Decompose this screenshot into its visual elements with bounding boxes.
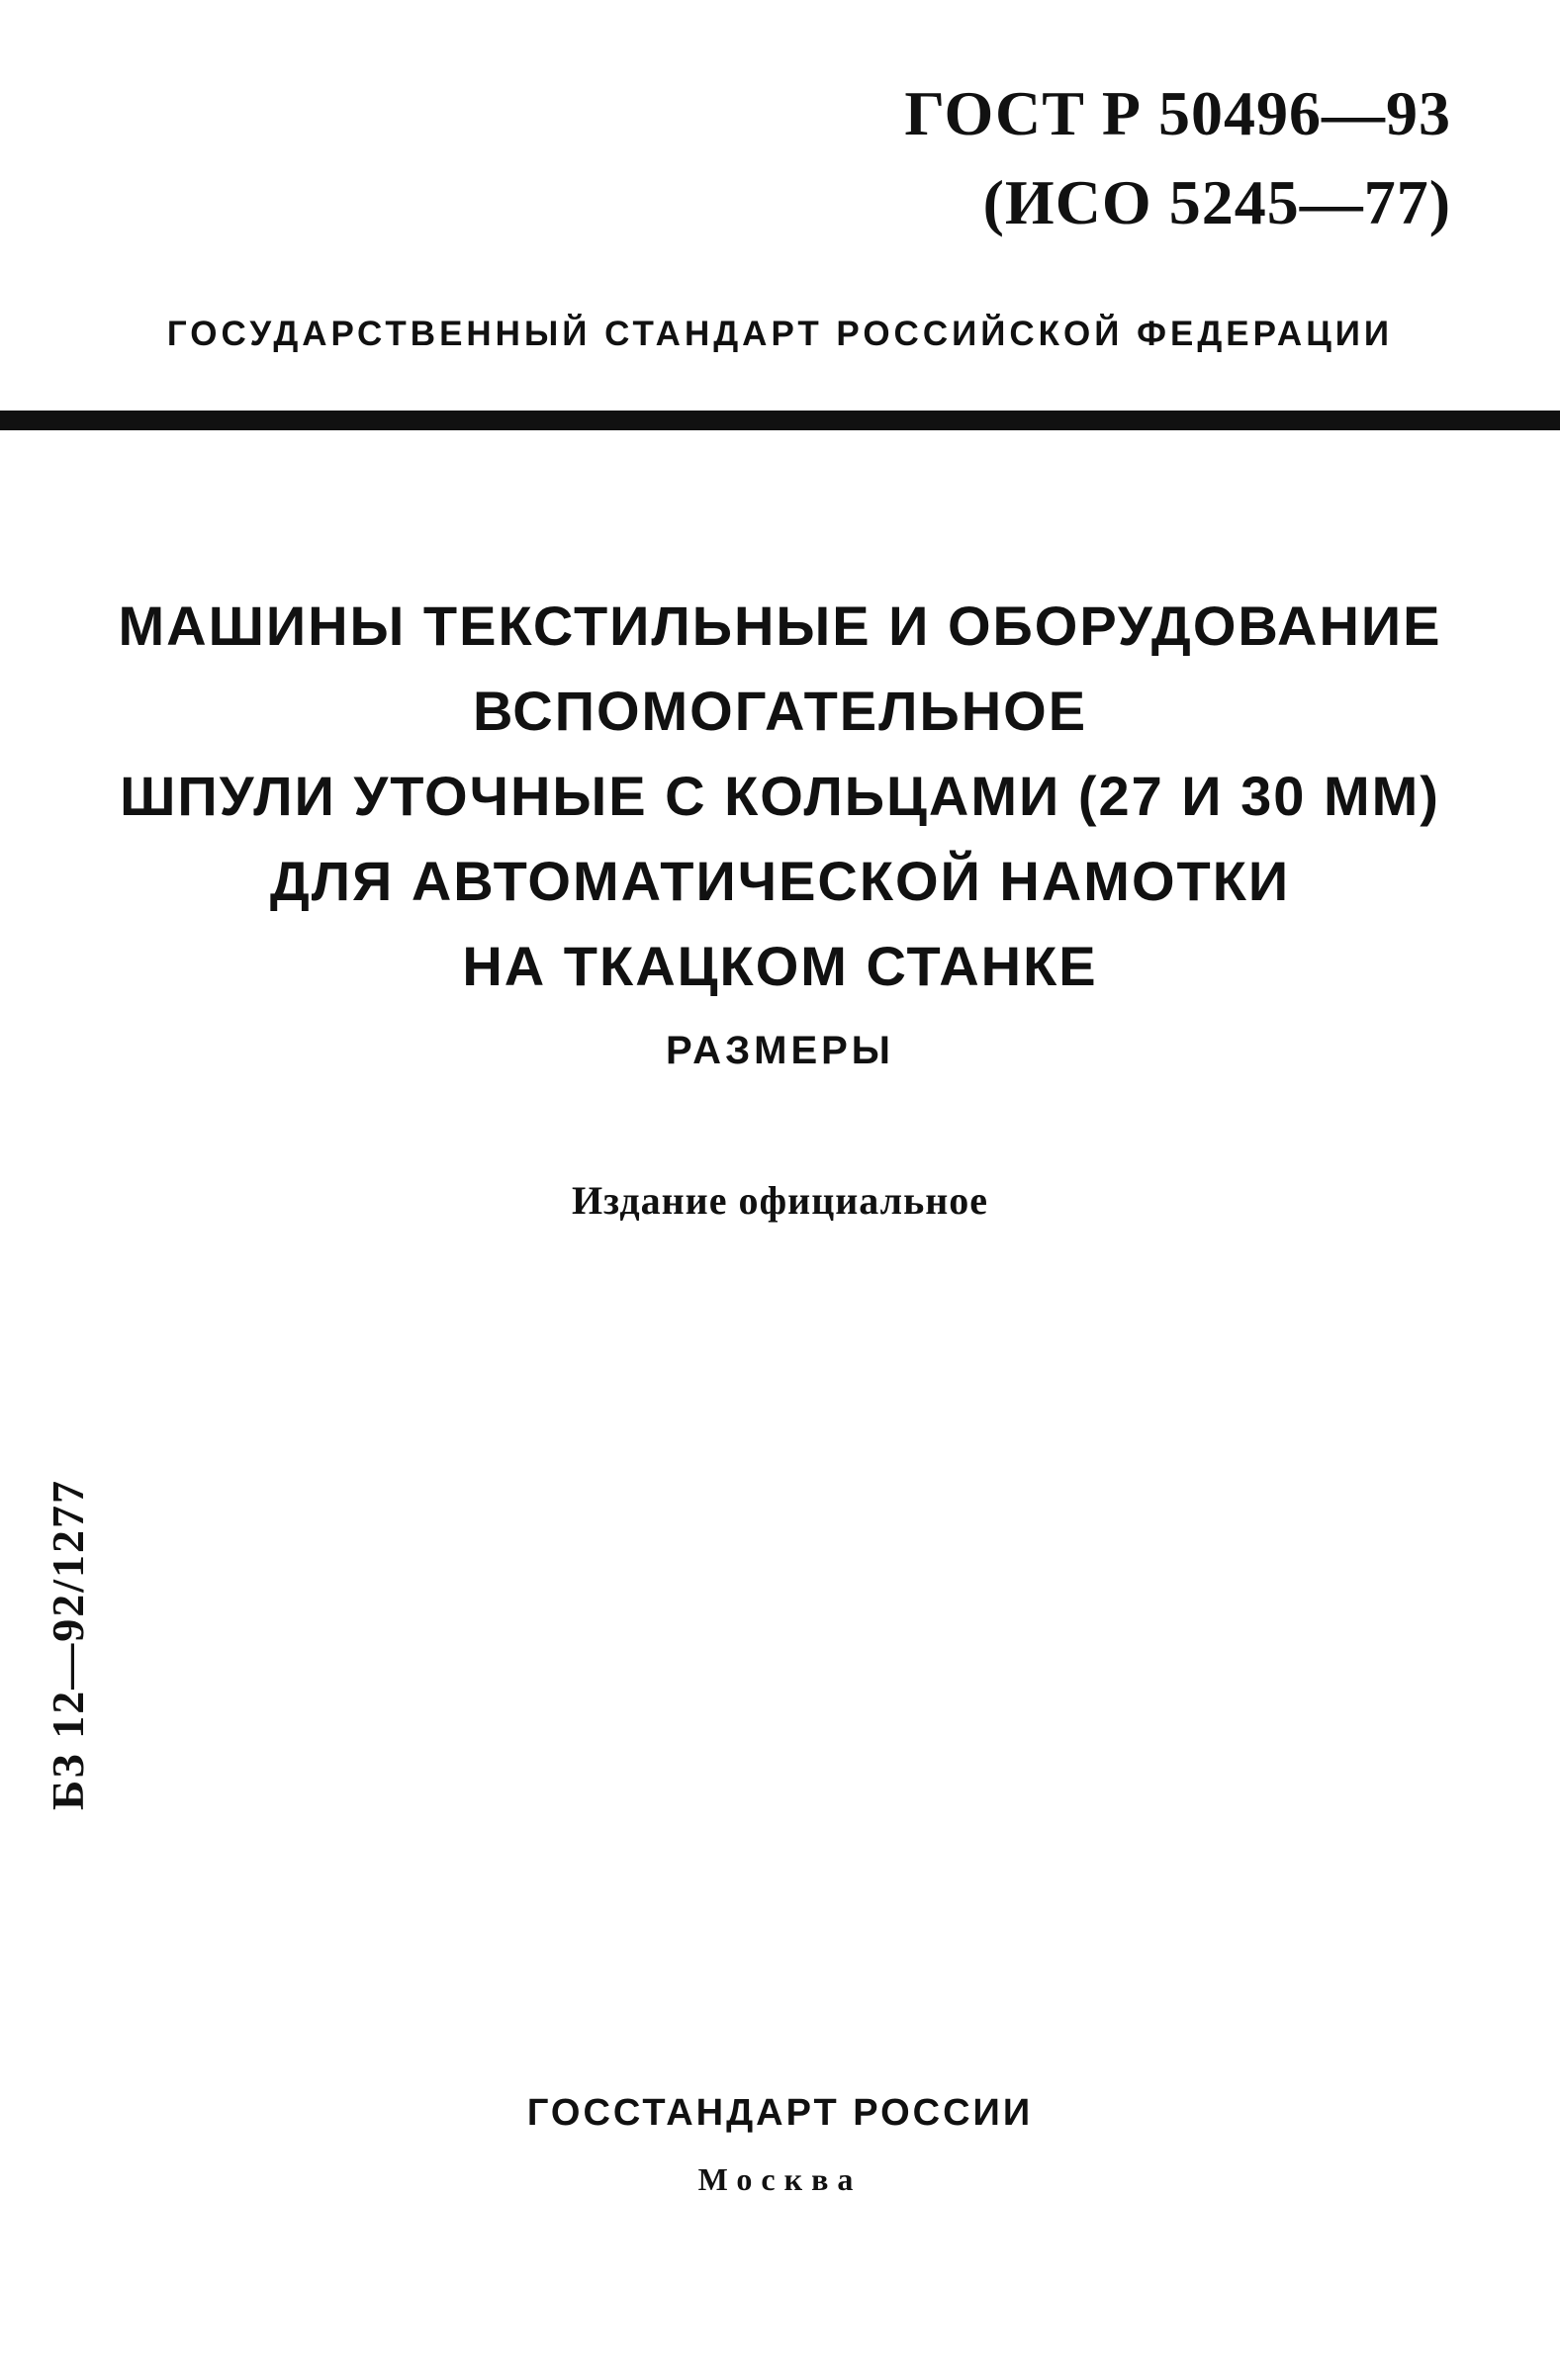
side-catalog-code: БЗ 12—92/1277 [43, 1479, 93, 1810]
state-standard-heading: ГОСУДАРСТВЕННЫЙ СТАНДАРТ РОССИЙСКОЙ ФЕДЕРАЦИИ [166, 315, 1394, 353]
title-line: ДЛЯ АВТОМАТИЧЕСКОЙ НАМОТКИ [269, 850, 1291, 912]
document-title [0, 584, 1560, 1009]
title-line: НА ТКАЦКОМ СТАНКЕ [462, 935, 1098, 997]
title-line: МАШИНЫ ТЕКСТИЛЬНЫЕ И ОБОРУДОВАНИЕ [118, 595, 1442, 657]
publisher-name: ГОССТАНДАРТ РОССИИ [526, 2092, 1034, 2134]
gost-number: ГОСТ Р 50496—93 [904, 78, 1451, 148]
edition-label: Издание официальное [571, 1178, 989, 1223]
publisher-city: Москва [697, 2161, 863, 2197]
title-line: ШПУЛИ УТОЧНЫЕ С КОЛЬЦАМИ (27 И 30 ММ) [120, 765, 1440, 827]
title-line: ВСПОМОГАТЕЛЬНОЕ [472, 680, 1088, 742]
iso-number: (ИСО 5245—77) [982, 167, 1451, 237]
header-divider [0, 411, 1560, 430]
document-subtitle: РАЗМЕРЫ [666, 1029, 894, 1072]
document-code-block [904, 69, 1451, 247]
